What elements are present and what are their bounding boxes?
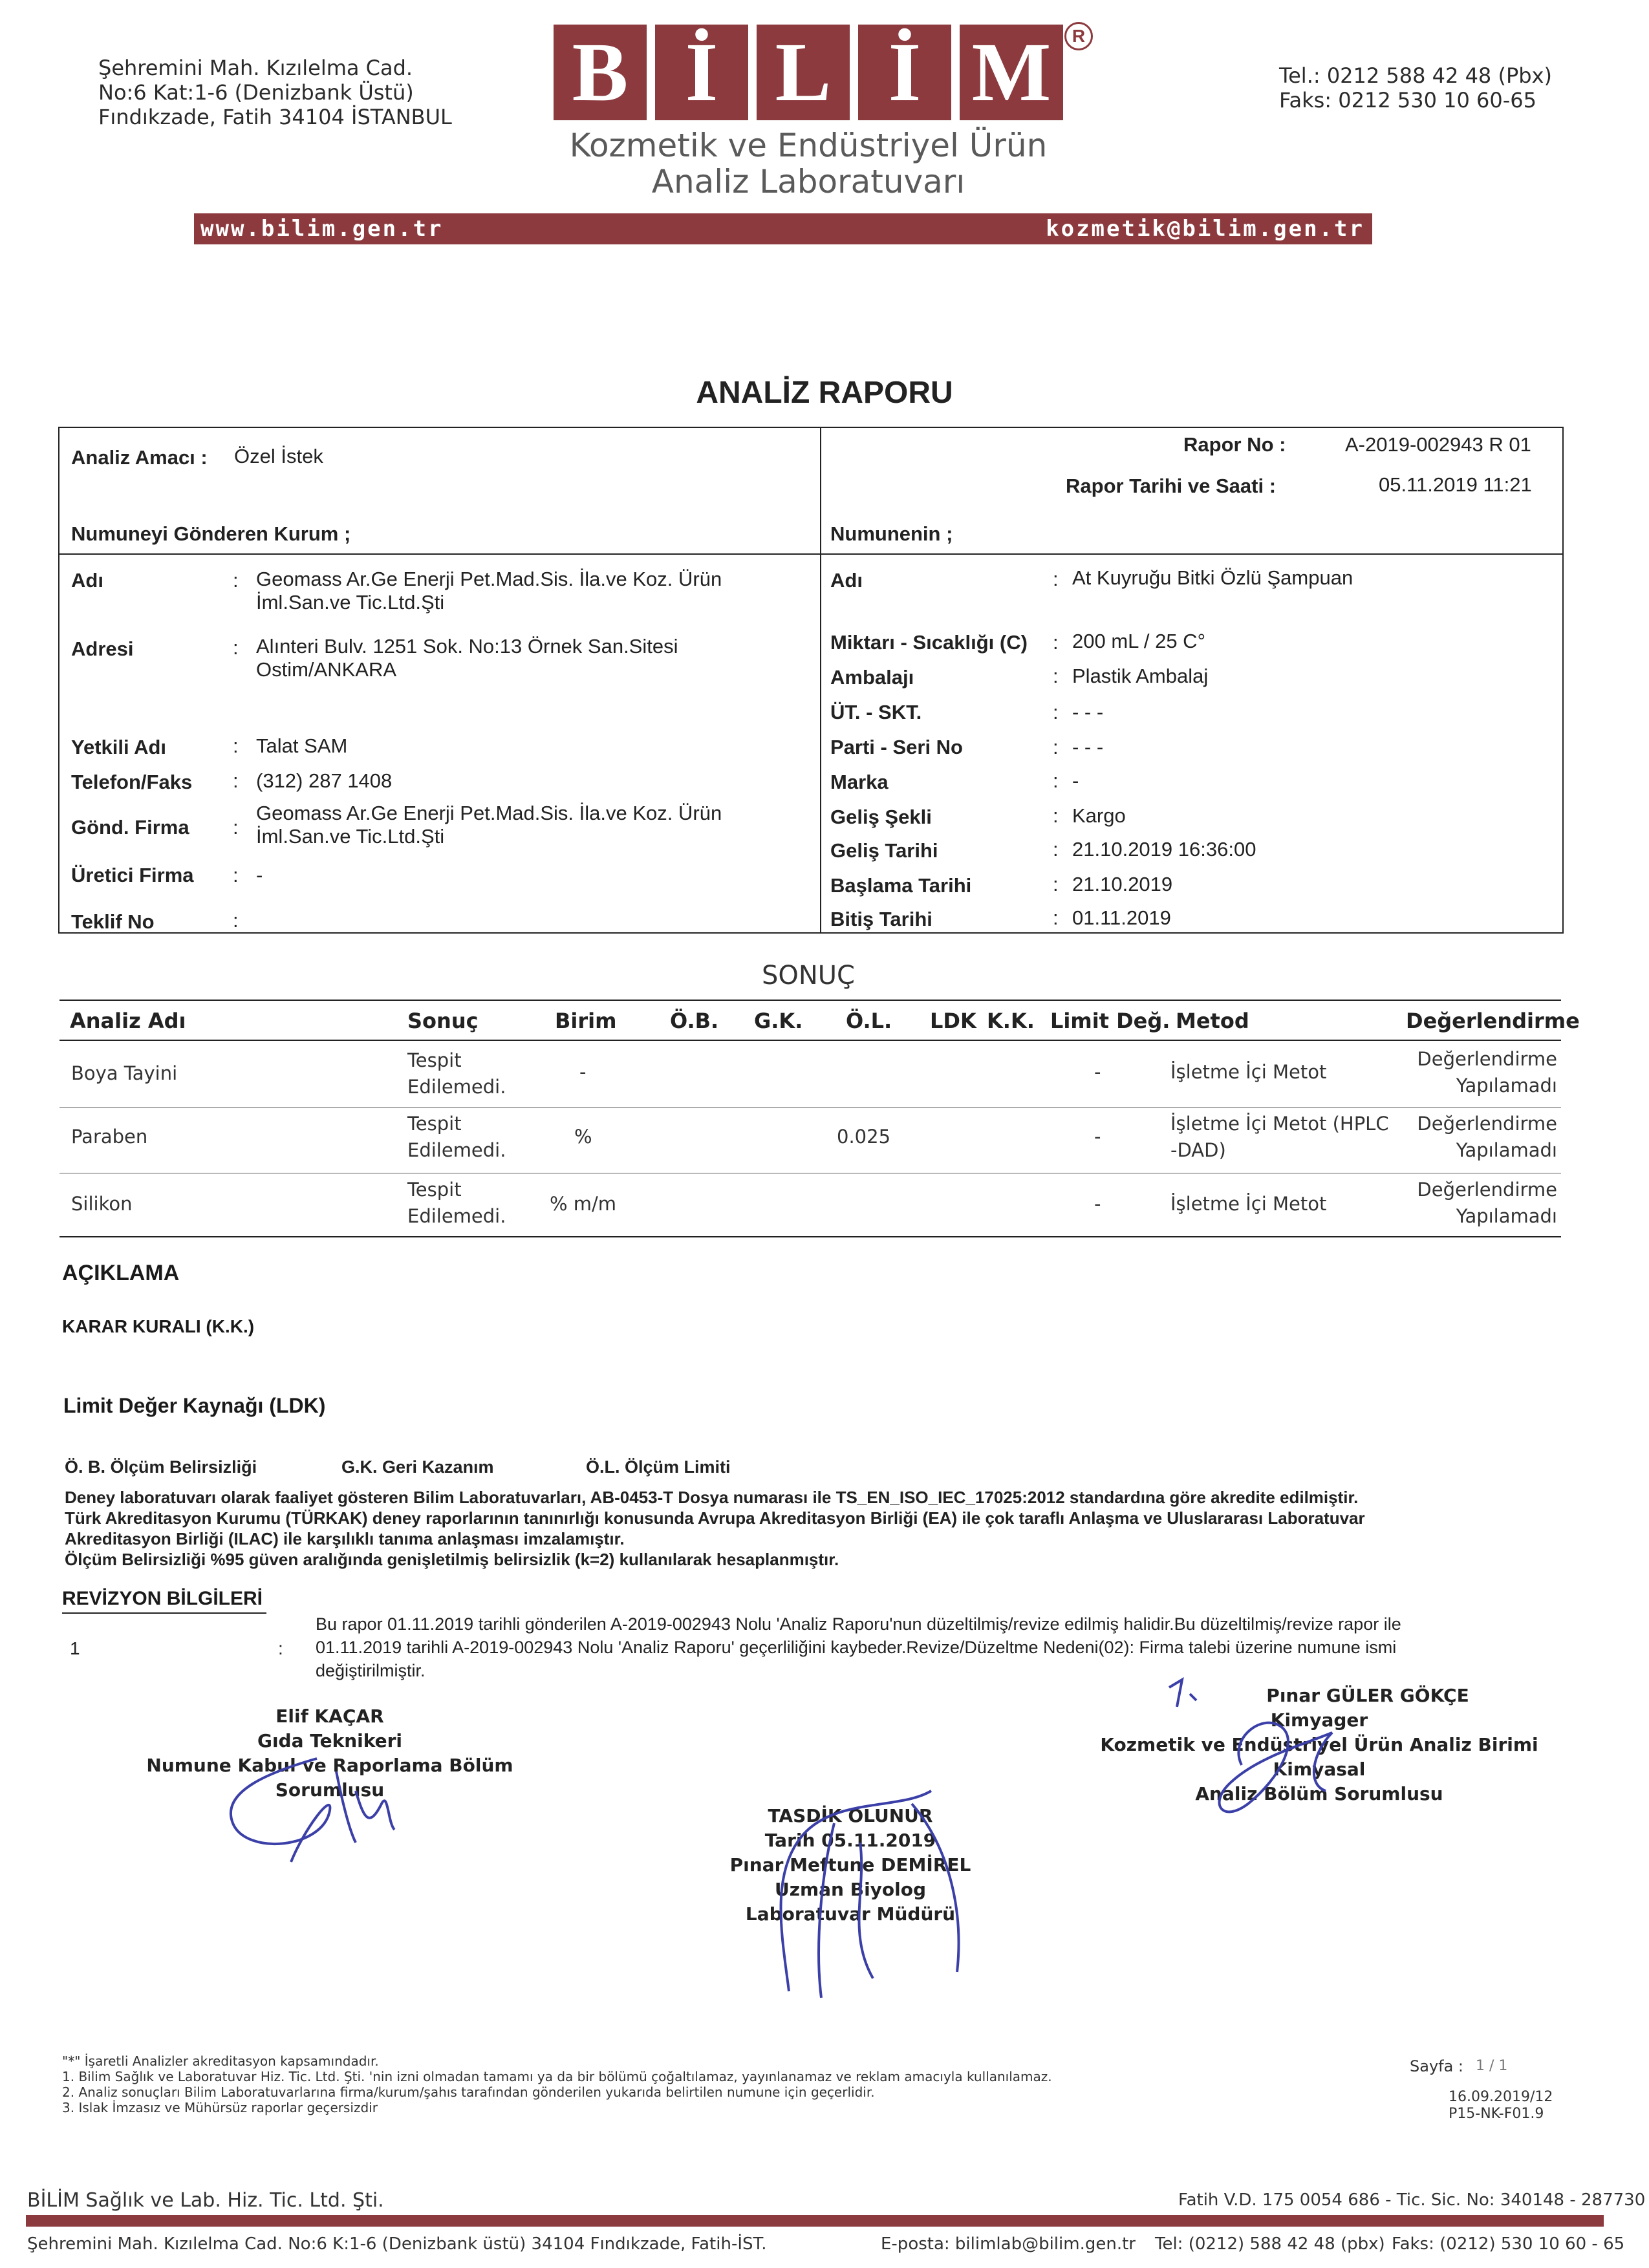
logo-letter-i2: İ <box>858 25 951 120</box>
sample-start-date-label: Başlama Tarihi <box>830 874 972 897</box>
header-contact <box>1279 63 1552 112</box>
info-box-divider <box>820 427 821 934</box>
signature-left-scribble <box>194 1733 427 1881</box>
footer-phone: Tel: (0212) 588 42 48 (pbx) <box>1155 2234 1385 2254</box>
sample-brand-label: Marka <box>830 771 889 793</box>
sender-sep: : <box>233 909 239 932</box>
row-limit: - <box>1094 1126 1101 1148</box>
sender-producer-label: Üretici Firma <box>71 864 194 886</box>
signer-role: Numune Kabul ve Raporlama Bölüm Sorumlusu <box>146 1755 513 1801</box>
sample-sep: : <box>1053 568 1059 590</box>
row-method: İşletme İçi Metot <box>1170 1193 1327 1215</box>
footer-bar <box>26 2215 1604 2227</box>
revision-number: 1 <box>70 1638 80 1658</box>
sample-sep: : <box>1053 906 1059 929</box>
header-bar <box>194 213 1372 244</box>
revision-heading: REVİZYON BİLGİLERİ <box>62 1588 263 1609</box>
header-fax: Faks: 0212 530 10 60-65 <box>1279 88 1536 112</box>
page-label: Sayfa : <box>1410 2057 1464 2075</box>
footer-email[interactable]: E-posta: bilimlab@bilim.gen.tr <box>881 2234 1136 2254</box>
report-title: ANALİZ RAPORU <box>696 376 953 410</box>
sender-sep: : <box>233 636 239 659</box>
footer-company: BİLİM Sağlık ve Lab. Hiz. Tic. Ltd. Şti. <box>27 2189 384 2212</box>
sample-package-value: Plastik Ambalaj <box>1072 665 1209 687</box>
signer-name: Pınar GÜLER GÖKÇE <box>1266 1685 1469 1706</box>
sender-authorized-label: Yetkili Adı <box>71 736 167 758</box>
signer-name: Pınar Meftune DEMİREL <box>729 1854 971 1876</box>
ol-note: Ö.L. Ölçüm Limiti <box>586 1457 731 1477</box>
col-method: Metod <box>1176 1009 1249 1033</box>
signer-role: Laboratuvar Müdürü <box>745 1903 956 1925</box>
revision-text: Bu rapor 01.11.2019 tarihli gönderilen A-2019-002943 Nolu 'Analiz Raporu'nun düzeltilmiş/revize edilmiş halidir.Bu düzeltilmiş/revize rapor ile 01.11.2019 tarihli A-2019-002943 Nolu 'Analiz Raporu' geçerliliğini kaybeder.Revize/Düzeltme Nedeni(02): Firma talebi üzerine numune ismi değiştirilmiştir. <box>316 1614 1401 1680</box>
sender-name-label: Adı <box>71 569 103 592</box>
sample-dates-label: ÜT. - SKT. <box>830 701 922 723</box>
address-line-2: No:6 Kat:1-6 (Denizbank Üstü) <box>98 80 414 105</box>
row-limit: - <box>1094 1193 1101 1215</box>
report-date-label: Rapor Tarihi ve Saati : <box>1066 475 1277 497</box>
header-address <box>98 56 452 129</box>
signature-center-scribble <box>705 1784 983 2004</box>
document-code: P15-NK-F01.9 <box>1449 2106 1544 2122</box>
footer-address: Şehremini Mah. Kızılelma Cad. No:6 K:1-6 (Denizbank üstü) 34104 Fındıkzade, Fatih-İST. <box>27 2234 767 2254</box>
ldk-heading: Limit Değer Kaynağı (LDK) <box>63 1394 326 1417</box>
sample-amount-value: 200 mL / 25 C° <box>1072 630 1205 652</box>
signer-title: Uzman Biyolog <box>774 1879 927 1900</box>
header-phone: Tel.: 0212 588 42 48 (Pbx) <box>1279 63 1552 88</box>
sample-batch-value: - - - <box>1072 736 1104 758</box>
sample-arrival-method-value: Kargo <box>1072 804 1126 827</box>
col-ldk: LDK <box>930 1009 976 1033</box>
signer-title: Kimyager <box>1270 1709 1368 1731</box>
sender-header: Numuneyi Gönderen Kurum ; <box>71 522 351 545</box>
document-date: 16.09.2019/12 <box>1449 2089 1553 2105</box>
table-row <box>59 1173 1561 1237</box>
website-link[interactable]: www.bilim.gen.tr <box>200 216 444 242</box>
table-row <box>59 1107 1561 1171</box>
sample-end-date-label: Bitiş Tarihi <box>830 908 932 930</box>
purpose-label: Analiz Amacı : <box>71 446 208 469</box>
report-date-value: 05.11.2019 11:21 <box>1379 473 1532 496</box>
sender-sep: : <box>233 734 239 757</box>
lab-name-line-2: Analiz Laboratuvarı <box>651 163 965 200</box>
col-kk: K.K. <box>987 1009 1035 1033</box>
sample-package-label: Ambalajı <box>830 666 914 689</box>
sample-dates-value: - - - <box>1072 701 1104 723</box>
col-unit: Birim <box>555 1009 617 1033</box>
sender-sep: : <box>233 569 239 592</box>
purpose-value: Özel İstek <box>234 445 323 467</box>
sample-batch-label: Parti - Seri No <box>830 736 963 758</box>
sample-sep: : <box>1053 631 1059 654</box>
sample-name-value: At Kuyruğu Bitki Özlü Şampuan <box>1072 566 1353 589</box>
row-result: Tespit Edilemedi. <box>407 1049 506 1098</box>
gk-note: G.K. Geri Kazanım <box>341 1457 494 1477</box>
sender-address-label: Adresi <box>71 637 134 660</box>
logo-letter-l: L <box>757 25 850 120</box>
report-no-value: A-2019-002943 R 01 <box>1345 433 1531 456</box>
sample-arrival-date-label: Geliş Tarihi <box>830 839 938 862</box>
sample-sep: : <box>1053 665 1059 687</box>
col-limit: Limit Değ. <box>1050 1009 1170 1033</box>
bilim-logo <box>554 25 1086 120</box>
sender-sep: : <box>233 864 239 886</box>
decision-rule-heading: KARAR KURALI (K.K.) <box>62 1316 255 1336</box>
results-top-rule <box>59 1000 1561 1001</box>
sender-producer-value: - <box>256 864 263 886</box>
approval-date: Tarih 05.11.2019 <box>764 1830 936 1851</box>
results-title: SONUÇ <box>761 961 855 990</box>
sender-phone-label: Telefon/Faks <box>71 771 193 793</box>
row-result: Tespit Edilemedi. <box>407 1179 506 1227</box>
email-link[interactable]: kozmetik@bilim.gen.tr <box>1046 216 1364 242</box>
sender-company-label: Gönd. Firma <box>71 816 189 839</box>
signature-right-scribble <box>1151 1674 1384 1843</box>
sample-sep: : <box>1053 701 1059 723</box>
row-unit: - <box>579 1061 587 1083</box>
sample-arrival-method-label: Geliş Şekli <box>830 806 932 828</box>
sender-name-value: Geomass Ar.Ge Enerji Pet.Mad.Sis. İla.ve Koz. Ürün İml.San.ve Tic.Ltd.Şti <box>256 568 722 614</box>
row-limit: - <box>1094 1061 1101 1083</box>
col-ob: Ö.B. <box>670 1009 719 1033</box>
row-analysis-name: Silikon <box>71 1193 133 1215</box>
row-analysis-name: Paraben <box>71 1126 148 1148</box>
row-evaluation: Değerlendirme Yapılamadı <box>1417 1113 1557 1161</box>
row-method: İşletme İçi Metot (HPLC -DAD) <box>1170 1113 1389 1161</box>
col-evaluation: Değerlendirme <box>1406 1009 1580 1033</box>
ob-note: Ö. B. Ölçüm Belirsizliği <box>65 1457 257 1477</box>
sample-sep: : <box>1053 873 1059 895</box>
approval-stamp-text: TASDİK OLUNUR <box>768 1805 933 1826</box>
revision-heading-underline <box>62 1612 266 1614</box>
sample-sep: : <box>1053 838 1059 861</box>
sample-header: Numunenin ; <box>830 522 953 545</box>
logo-letter-i: İ <box>655 25 748 120</box>
info-box-rule <box>58 553 1562 555</box>
row-ol: 0.025 <box>837 1126 891 1148</box>
page-number: 1 / 1 <box>1476 2058 1508 2074</box>
sender-offer-label: Teklif No <box>71 910 155 933</box>
sender-sep: : <box>233 816 239 839</box>
sender-company-value: Geomass Ar.Ge Enerji Pet.Mad.Sis. İla.ve Koz. Ürün İml.San.ve Tic.Ltd.Şti <box>256 802 722 848</box>
row-unit: % m/m <box>550 1193 617 1215</box>
results-bottom-rule <box>59 1236 1561 1237</box>
sample-end-date-value: 01.11.2019 <box>1072 906 1171 929</box>
address-line-3: Fındıkzade, Fatih 34104 İSTANBUL <box>98 105 452 129</box>
col-analysis-name: Analiz Adı <box>70 1009 186 1033</box>
signer-role: Kozmetik ve Endüstriyel Ürün Analiz Birimi Kimyasal <box>1100 1734 1538 1780</box>
row-method: İşletme İçi Metot <box>1170 1061 1327 1083</box>
row-unit: % <box>574 1126 592 1148</box>
signer-name: Elif KAÇAR <box>275 1706 384 1727</box>
sample-amount-label: Miktarı - Sıcaklığı (C) <box>830 631 1028 654</box>
row-evaluation: Değerlendirme Yapılamadı <box>1417 1048 1557 1097</box>
report-no-label: Rapor No : <box>1183 433 1286 456</box>
sample-name-label: Adı <box>830 569 863 592</box>
sample-start-date-value: 21.10.2019 <box>1072 873 1173 895</box>
col-result: Sonuç <box>407 1009 479 1033</box>
row-result: Tespit Edilemedi. <box>407 1113 506 1161</box>
col-gk: G.K. <box>754 1009 803 1033</box>
sender-phone-value: (312) 287 1408 <box>256 769 393 792</box>
row-analysis-name: Boya Tayini <box>71 1062 178 1084</box>
sample-arrival-date-value: 21.10.2019 16:36:00 <box>1072 838 1256 861</box>
row-evaluation: Değerlendirme Yapılamadı <box>1417 1179 1557 1227</box>
address-line-1: Şehremini Mah. Kızılelma Cad. <box>98 56 413 80</box>
sample-sep: : <box>1053 804 1059 827</box>
footer-tax: Fatih V.D. 175 0054 686 - Tic. Sic. No: 340148 - 287730 <box>1178 2190 1646 2210</box>
logo-letter-b: B <box>554 25 647 120</box>
registered-mark-icon: R <box>1064 22 1093 50</box>
footnotes: "*" İşaretli Analizler akreditasyon kapsamındadır. 1. Bilim Sağlık ve Laboratuvar Hiz. Tic. Ltd. Şti. 'nin izni olmadan tamamı ya da bir bölümü çoğaltılamaz, yayınlanamaz ve reklam amacıyla kullanılamaz. 2. Analiz sonuçları Bilim Laboratuvarlarına firma/kurum/şahıs tarafından gönderilen yukarıda belirtilen numune için geçerlidir. 3. Islak İmzasız ve Mühürsüz raporlar geçersizdir <box>62 2053 1052 2115</box>
logo-letter-m: M <box>960 25 1063 120</box>
sample-brand-value: - <box>1072 769 1079 792</box>
sample-sep: : <box>1053 769 1059 792</box>
col-ol: Ö.L. <box>846 1009 892 1033</box>
signer-title: Gıda Teknikeri <box>257 1730 403 1751</box>
aciklama-heading: AÇIKLAMA <box>62 1261 180 1285</box>
sample-sep: : <box>1053 736 1059 758</box>
table-row <box>59 1041 1561 1106</box>
footer-fax: Faks: (0212) 530 10 60 - 65 <box>1392 2234 1625 2254</box>
lab-name-line-1: Kozmetik ve Endüstriyel Ürün <box>569 127 1048 164</box>
sender-authorized-value: Talat SAM <box>256 734 348 757</box>
accreditation-statement: Deney laboratuvarı olarak faaliyet gösteren Bilim Laboratuvarları, AB-0453-T Dosya numarası ile TS_EN_ISO_IEC_17025:2012 standardına göre akredite edilmiştir. Türk Akreditasyon Kurumu (TÜRKAK) deney raporlarının tanınırlığı konusunda Avrupa Akreditasyon Birliği (EA) ile çok taraflı Anlaşma ve Uluslararası Laboratuvar Akreditasyon Birliği (ILAC) ile karşılıklı tanıma anlaşması imzalamıştır. Ölçüm Belirsizliği %95 güven aralığında genişletilmiş belirsizlik (k=2) kullanılarak hesaplanmıştır. <box>65 1488 1365 1569</box>
revision-sep: : <box>278 1638 283 1658</box>
signer-role-2: Analiz Bölüm Sorumlusu <box>1195 1783 1443 1804</box>
sender-address-value: Alınteri Bulv. 1251 Sok. No:13 Örnek San.Sitesi Ostim/ANKARA <box>256 635 678 681</box>
sender-sep: : <box>233 769 239 792</box>
